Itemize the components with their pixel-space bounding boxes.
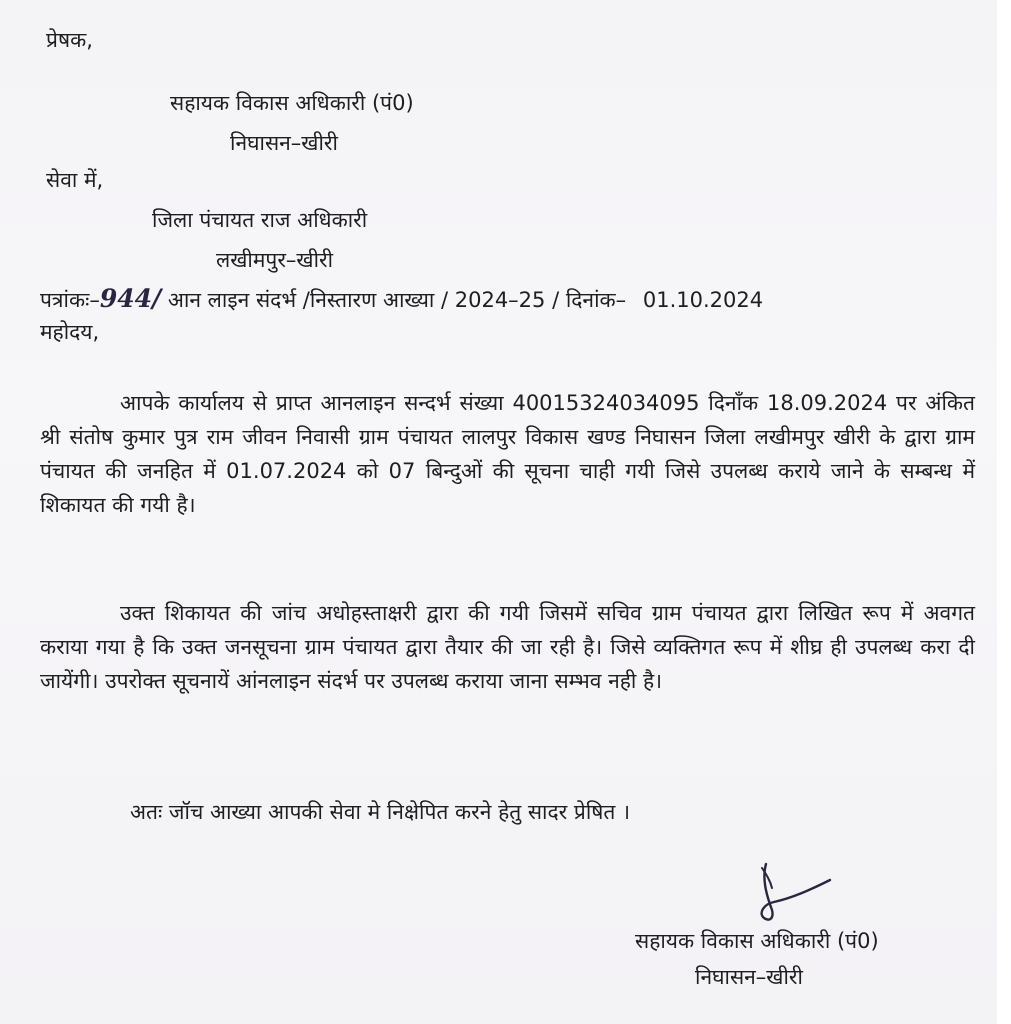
handwritten-signature (752, 858, 842, 928)
reference-number-handwritten: 944/ (99, 284, 162, 313)
body-paragraph-1: आपके कार्यालय से प्राप्त आनलाइन सन्दर्भ संख्या 40015324034095 दिनाँक 18.09.2024 पर अंकित श्री संतोष कुमार पुत्र राम जीवन निवासी ग्राम पंचायत लालपुर विकास खण्ड निघासन जिला लखीमपुर खीरी के द्वारा ग्राम पंचायत की जनहित में 01.07.2024 को 07 बिन्दुओं की सूचना चाही गयी जिसे उपलब्ध कराये जाने के सम्बन्ध में शिकायत की गयी है। (40, 391, 975, 517)
recipient-title: जिला पंचायत राज अधिकारी (152, 208, 368, 232)
reference-date: 01.10.2024 (642, 288, 764, 312)
reference-label: पत्रांकः– (40, 288, 100, 312)
recipient-place: लखीमपुर–खीरी (216, 248, 334, 272)
signature-title: सहायक विकास अधिकारी (पं0) (635, 929, 879, 953)
sender-place: निघासन–खीरी (230, 131, 338, 155)
sender-heading: प्रेषक, (46, 28, 93, 52)
sender-title: सहायक विकास अधिकारी (पं0) (170, 91, 414, 115)
body-paragraph-3: अतः जॉच आख्या आपकी सेवा मे निक्षेपित करने हेतु सादर प्रेषित । (130, 800, 631, 824)
body-paragraph-2: उक्त शिकायत की जांच अधोहस्ताक्षरी द्वारा की गयी जिसमें सचिव ग्राम पंचायत द्वारा लिखित रूप में अवगत कराया गया है कि उक्त जनसूचना ग्राम पंचायत द्वारा तैयार की जा रही है। जिसे व्यक्तिगत रूप में शीघ्र ही उपलब्ध करा दी जायेंगी। उपरोक्त सूचनायें आंनलाइन संदर्भ पर उपलब्ध कराया जाना सम्भव नही है। (40, 601, 975, 693)
salutation: महोदय, (40, 320, 100, 344)
reference-text: आन लाइन संदर्भ /निस्तारण आख्या / 2024–25 / दिनांक– (167, 288, 627, 312)
reference-line (40, 285, 763, 314)
recipient-heading: सेवा में, (46, 168, 104, 192)
page-edge (997, 0, 1011, 1024)
signature-place: निघासन–खीरी (695, 965, 803, 989)
